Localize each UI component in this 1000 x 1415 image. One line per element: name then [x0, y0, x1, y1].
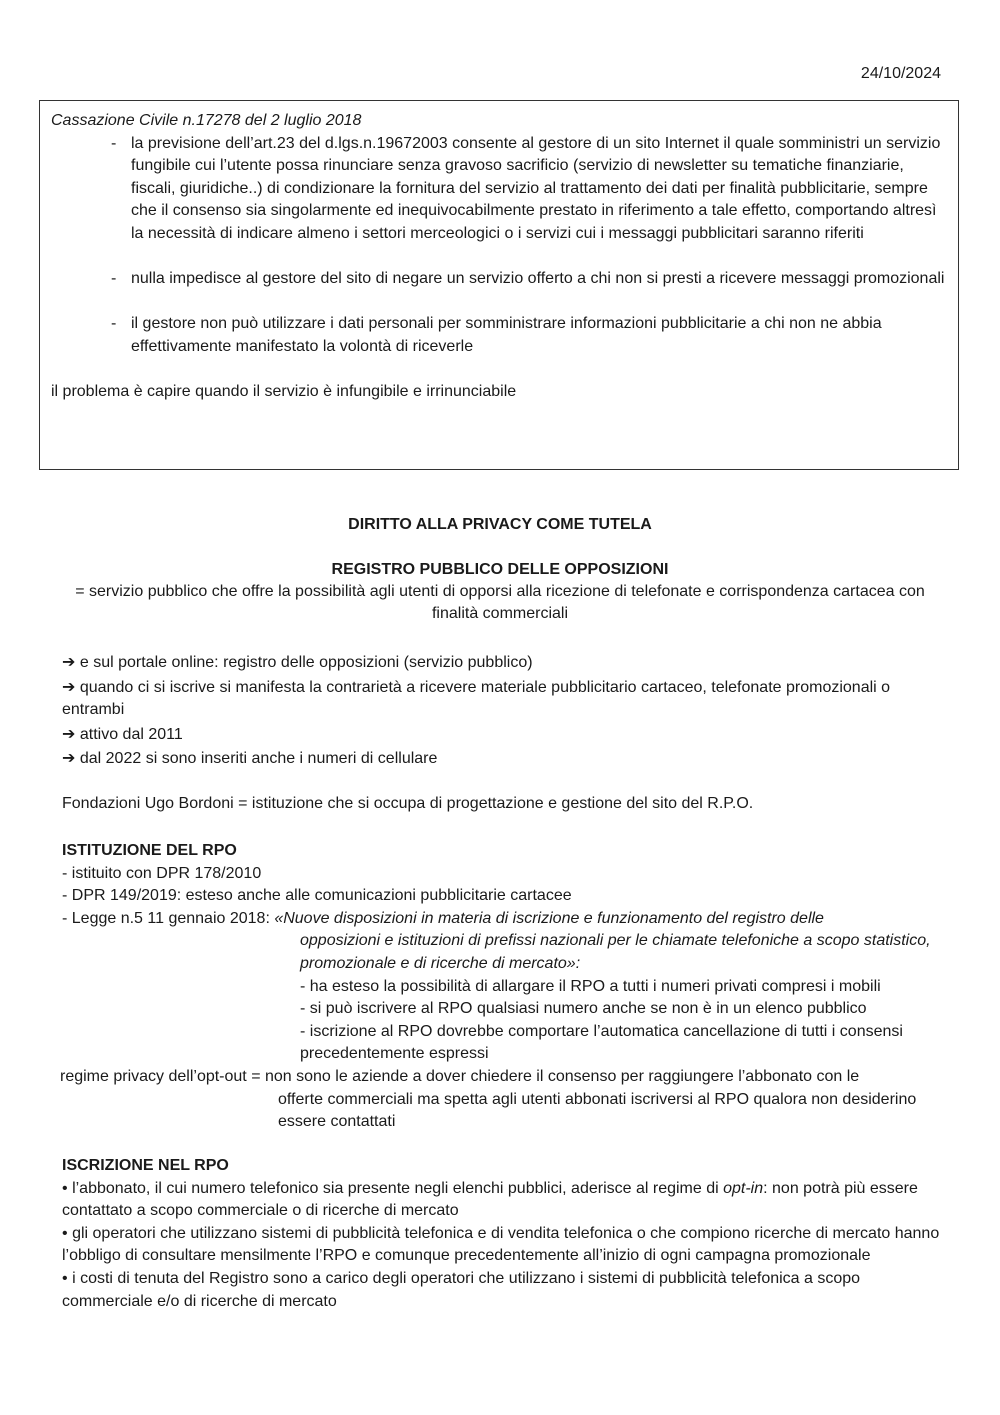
legge-prefix: - Legge n.5 11 gennaio 2018: [62, 909, 275, 927]
case-bullet-text: nulla impedisce al gestore del sito di negare un servizio offerto a chi non si presti a ricevere messaggi promozionali [131, 270, 945, 288]
istituzione-heading: ISTITUZIONE DEL RPO [62, 842, 237, 859]
rpo-definition: = servizio pubblico che offre la possibilità agli utenti di opporsi alla ricezione di telefonate e corrispondenza cartacea con finalità commerciali [75, 583, 925, 622]
main-heading: DIRITTO ALLA PRIVACY COME TUTELA [348, 516, 652, 533]
bullet-icon: • [62, 1224, 68, 1242]
bullet-icon: • [62, 1269, 68, 1287]
case-title: Cassazione Civile n.17278 del 2 luglio 2018 [51, 112, 362, 129]
arrow-item [62, 677, 942, 722]
legge-line [62, 908, 942, 931]
iscrizione-item [62, 1268, 942, 1313]
arrow-icon: ➔ [62, 654, 76, 671]
case-bullet: - nulla impedisce al gestore del sito di negare un servizio offerto a chi non si presti a ricevere messaggi promozionali [111, 270, 945, 288]
iscrizione-item-text: i costi di tenuta del Registro sono a carico degli operatori che utilizzano i sistemi di pubblicità telefonica a scopo commerciale e/o di ricerche di mercato [62, 1269, 861, 1310]
optout-text: non sono le aziende a dover chiedere il consenso per raggiungere l’abbonato con le [264, 1067, 860, 1085]
arrow-icon: ➔ [62, 678, 76, 696]
opt-in-term: opt-in [723, 1179, 764, 1197]
iscrizione-item-text: gli operatori che utilizzano sistemi di pubblicità telefonica e di vendita telefonica o che compiono ricerche di mercato hanno l’obbligo di consultare mensilmente l’RPO e comunque precedentemente all’inizio di ogni campagna promozionale [62, 1224, 940, 1265]
arrow-item-text: attivo dal 2011 [79, 725, 183, 743]
iscrizione-heading: ISCRIZIONE NEL RPO [62, 1157, 229, 1174]
iscrizione-item-text: : non potrà più essere contattato a scopo commerciale o di ricerche di mercato [62, 1179, 918, 1220]
arrow-item-text: e sul portale online: registro delle opposizioni (servizio pubblico) [79, 654, 533, 671]
optout-text-continued: offerte commerciali ma spetta agli utenti abbonati iscriversi al RPO qualora non desiderino essere contattati [278, 1090, 917, 1131]
optout-line [60, 1066, 942, 1089]
case-box [39, 100, 959, 470]
optout-prefix: regime privacy dell’opt-out = [60, 1067, 265, 1085]
fondazione-text: Fondazioni Ugo Bordoni = istituzione che si occupa di progettazione e gestione del sito del R.P.O. [62, 794, 754, 812]
document-date: 24/10/2024 [860, 65, 941, 82]
case-bullet-text: il gestore non può utilizzare i dati personali per somministrare informazioni pubblicitarie a chi non ne abbia effettivamente manifestato la volontà di riceverle [131, 315, 882, 355]
iscrizione-item-text: l’abbonato, il cui numero telefonico sia presente negli elenchi pubblici, aderisce al regime di [72, 1179, 724, 1197]
arrow-item [62, 652, 942, 675]
istituzione-line: - istituito con DPR 178/2010 [62, 864, 262, 882]
case-bullet: - la previsione dell’art.23 del d.lgs.n.19672003 consente al gestore di un sito Internet il quale somministri un servizio fungibile cui l’utente possa rinunciare senza gravoso sacrificio (servizio di newsletter su tematiche finanziarie, fiscali, giuridiche..) di condizionare la fornitura del servizio al trattamento dei dati per finalità pubblicitarie, sempre che il consenso sia singolarmente ed inequivocabilmente prestato in riferimento a tale effetto, comportando altresì la necessità di indicare almeno i settori merceologici o i servizi cui i messaggi pubblicitari saranno riferiti [111, 134, 941, 242]
legge-point: - si può iscrivere al RPO qualsiasi numero anche se non è in un elenco pubblico [300, 1000, 867, 1018]
legge-title-continued: opposizioni e istituzioni di prefissi nazionali per le chiamate telefoniche a scopo statistico, promozionale e di ricerche di mercato»: [300, 932, 931, 972]
bullet-icon: • [62, 1179, 68, 1197]
arrow-item [62, 748, 942, 771]
case-conclusion: il problema è capire quando il servizio è infungibile e irrinunciabile [51, 383, 517, 401]
iscrizione-item [62, 1223, 942, 1268]
rpo-heading: REGISTRO PUBBLICO DELLE OPPOSIZIONI [331, 561, 669, 578]
iscrizione-item [62, 1178, 942, 1223]
case-bullet-text: la previsione dell’art.23 del d.lgs.n.19672003 consente al gestore di un sito Internet il quale somministri un servizio fungibile cui l’utente possa rinunciare senza gravoso sacrificio (servizio di newsletter su tematiche finanziarie, fiscali, giuridiche..) di condizionare la fornitura del servizio al trattamento dei dati per finalità pubblicitarie, sempre che il consenso sia singolarmente ed inequivocabilmente prestato in riferimento a tale effetto, comportando altresì la necessità di indicare almeno i settori merceologici o i servizi cui i messaggi pubblicitari saranno riferiti [131, 134, 941, 242]
legge-point: - iscrizione al RPO dovrebbe comportare l’automatica cancellazione di tutti i consensi precedentemente espressi [300, 1022, 903, 1063]
arrow-item-text: quando ci si iscrive si manifesta la contrarietà a ricevere materiale pubblicitario cartaceo, telefonate promozionali o entrambi [62, 678, 891, 719]
istituzione-line: - DPR 149/2019: esteso anche alle comunicazioni pubblicitarie cartacee [62, 887, 572, 905]
case-bullet: - il gestore non può utilizzare i dati personali per somministrare informazioni pubblicitarie a chi non ne abbia effettivamente manifestato la volontà di riceverle [111, 315, 882, 355]
legge-point: - ha esteso la possibilità di allargare il RPO a tutti i numeri privati compresi i mobili [300, 977, 881, 995]
legge-title: «Nuove disposizioni in materia di iscrizione e funzionamento del registro delle [274, 909, 824, 927]
arrow-item-text: dal 2022 si sono inseriti anche i numeri di cellulare [79, 750, 438, 768]
arrow-icon: ➔ [62, 750, 76, 768]
arrow-item [62, 724, 942, 747]
arrow-icon: ➔ [62, 725, 76, 743]
